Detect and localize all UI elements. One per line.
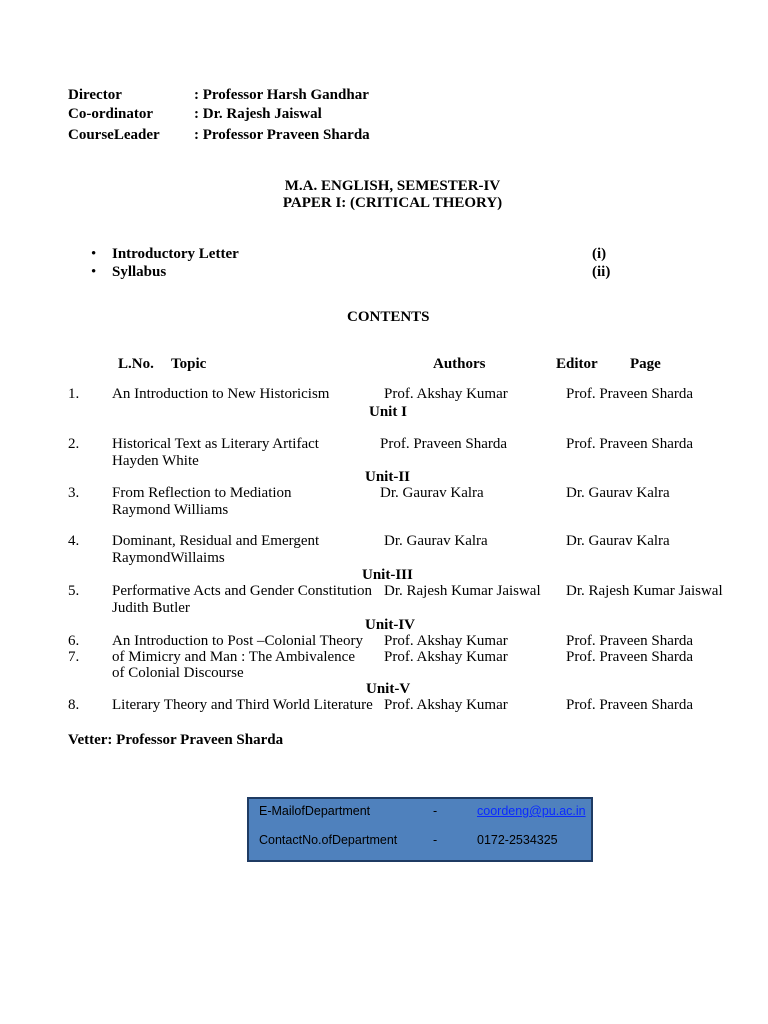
course-title: M.A. ENGLISH, SEMESTER-IV — [284, 178, 501, 194]
row-editor: Prof. Praveen Sharda — [566, 386, 694, 402]
row-number: 1. — [68, 386, 80, 402]
row-editor: Prof. Praveen Sharda — [566, 697, 694, 713]
bullet-syllabus: Syllabus — [112, 264, 167, 280]
row-topic-subline: Judith Butler — [112, 600, 190, 616]
phone-label: ContactNo.ofDepartment — [259, 833, 398, 847]
row-editor: Dr. Gaurav Kalra — [566, 485, 670, 501]
row-number: 8. — [68, 697, 80, 713]
unit-heading: Unit-IV — [365, 617, 416, 633]
email-label: E-MailofDepartment — [259, 804, 371, 818]
vetter: Vetter: Professor Praveen Sharda — [68, 732, 284, 748]
row-author: Dr. Gaurav Kalra — [380, 485, 484, 501]
bullet-introductory-letter: Introductory Letter — [112, 246, 239, 262]
director-label: Director — [68, 87, 122, 103]
row-editor: Dr. Gaurav Kalra — [566, 533, 670, 549]
bullet-icon: • — [91, 246, 97, 262]
coordinator-value: : Dr. Rajesh Jaiswal — [194, 106, 322, 122]
row-editor: Prof. Praveen Sharda — [566, 436, 694, 452]
column-editor: Editor — [556, 356, 598, 372]
row-author: Prof. Akshay Kumar — [384, 386, 508, 402]
row-author: Prof. Akshay Kumar — [384, 633, 508, 649]
row-topic: An Introduction to New Historicism — [112, 386, 330, 402]
unit-heading: Unit-V — [366, 681, 411, 697]
row-author: Prof. Praveen Sharda — [380, 436, 508, 452]
row-topic-subline: Hayden White — [112, 453, 199, 469]
unit-heading: Unit I — [369, 404, 407, 420]
row-topic: Dominant, Residual and Emergent — [112, 533, 320, 549]
contents-heading: CONTENTS — [347, 309, 430, 325]
contact-box — [247, 797, 593, 862]
bullet-icon: • — [91, 264, 97, 280]
column-page: Page — [630, 356, 661, 372]
row-editor: Prof. Praveen Sharda — [566, 649, 694, 665]
row-editor: Dr. Rajesh Kumar Jaiswal — [566, 583, 723, 599]
phone-value: 0172-2534325 — [477, 833, 558, 847]
courseleader-value: : Professor Praveen Sharda — [194, 127, 370, 143]
row-topic: An Introduction to Post –Colonial Theory — [112, 633, 363, 649]
row-topic-subline: RaymondWillaims — [112, 550, 225, 566]
unit-heading: Unit-III — [362, 567, 413, 583]
email-dash: - — [433, 804, 438, 818]
row-number: 2. — [68, 436, 80, 452]
row-number: 4. — [68, 533, 80, 549]
phone-dash: - — [433, 833, 438, 847]
unit-heading: Unit-II — [365, 469, 411, 485]
row-author: Dr. Gaurav Kalra — [384, 533, 488, 549]
bullet-ref-i: (i) — [592, 246, 607, 262]
row-number: 6. — [68, 633, 80, 649]
row-number: 5. — [68, 583, 80, 599]
paper-title: PAPER I: (CRITICAL THEORY) — [282, 195, 503, 211]
row-topic: Performative Acts and Gender Constitution — [112, 583, 372, 599]
column-topic: Topic — [171, 356, 207, 372]
row-topic: Literary Theory and Third World Literature — [112, 697, 373, 713]
column-authors: Authors — [433, 356, 486, 372]
row-topic: Historical Text as Literary Artifact — [112, 436, 319, 452]
coordinator-label: Co-ordinator — [68, 106, 153, 122]
bullet-ref-ii: (ii) — [592, 264, 611, 280]
row-topic-subline: Raymond Williams — [112, 502, 229, 518]
row-topic-subline: of Colonial Discourse — [112, 665, 244, 681]
column-lno: L.No. — [118, 356, 154, 372]
director-value: : Professor Harsh Gandhar — [194, 87, 369, 103]
row-author: Dr. Rajesh Kumar Jaiswal — [384, 583, 541, 599]
row-author: Prof. Akshay Kumar — [384, 697, 508, 713]
row-number: 3. — [68, 485, 80, 501]
row-editor: Prof. Praveen Sharda — [566, 633, 694, 649]
courseleader-label: CourseLeader — [68, 127, 160, 143]
row-number: 7. — [68, 649, 80, 665]
row-topic: of Mimicry and Man : The Ambivalence — [112, 649, 355, 665]
row-author: Prof. Akshay Kumar — [384, 649, 508, 665]
email-link[interactable]: coordeng@pu.ac.in — [477, 804, 586, 818]
row-topic: From Reflection to Mediation — [112, 485, 292, 501]
